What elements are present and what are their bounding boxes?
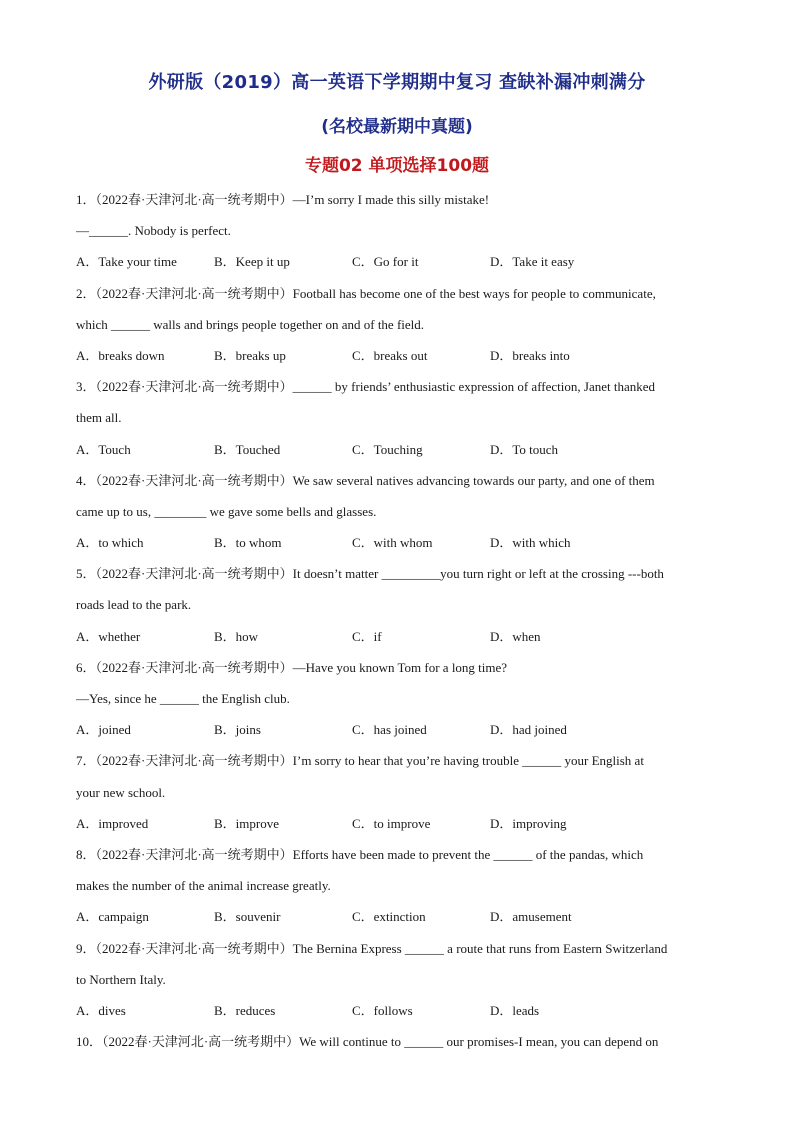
question-stem-continued: roads lead to the park. (76, 597, 192, 613)
question-item (76, 558, 726, 652)
question-item (76, 839, 726, 933)
answer-option[interactable]: A．to which (76, 535, 144, 551)
question-stem-continued: which ______ walls and brings people together on and of the field. (76, 316, 425, 332)
answer-option[interactable]: B．Touched (214, 441, 281, 457)
question-stem: 4．（2022春·天津河北·高一统考期中）We saw several natives advancing towards our party, and one of them (76, 472, 655, 488)
question-item (76, 933, 726, 1027)
answer-option[interactable]: A．whether (76, 628, 141, 644)
question-stem-continued: —______. Nobody is perfect. (76, 223, 231, 239)
question-stem: 1．（2022春·天津河北·高一统考期中）—I’m sorry I made this silly mistake! (76, 192, 490, 207)
answer-option[interactable]: B．breaks up (214, 347, 286, 363)
question-stem-continued: makes the number of the animal increase greatly. (76, 878, 331, 894)
answer-options (76, 246, 726, 277)
answer-options (76, 434, 726, 465)
question-item (76, 278, 726, 372)
answer-option[interactable]: C．if (352, 628, 382, 644)
answer-option[interactable]: C．breaks out (352, 347, 428, 363)
answer-option[interactable]: A．Touch (76, 441, 131, 457)
question-stem: 3．（2022春·天津河北·高一统考期中）______ by friends’ enthusiastic expression of affection, Janet thanked (76, 379, 655, 395)
answer-option[interactable]: D．had joined (490, 722, 567, 738)
answer-option[interactable]: B．reduces (214, 1002, 276, 1018)
answer-option[interactable]: B．how (214, 628, 259, 644)
answer-options (76, 901, 726, 932)
answer-option[interactable]: B．Keep it up (214, 254, 290, 270)
question-stem: 10．（2022春·天津河北·高一统考期中）We will continue to ______ our promises-I mean, you can depend on (76, 1034, 659, 1050)
question-stem: 2．（2022春·天津河北·高一统考期中）Football has become one of the best ways for people to communicate, (76, 285, 656, 301)
answer-option[interactable]: B．souvenir (214, 909, 281, 925)
question-stem: 8．（2022春·天津河北·高一统考期中）Efforts have been made to prevent the ______ of the pandas, which (76, 846, 644, 862)
answer-option[interactable]: A．Take your time (76, 254, 177, 270)
answer-option[interactable]: A．campaign (76, 909, 149, 925)
answer-options (76, 340, 726, 371)
answer-option[interactable]: C．to improve (352, 815, 431, 831)
answer-option[interactable]: D．with which (490, 535, 571, 551)
answer-options (76, 527, 726, 558)
question-item (76, 465, 726, 559)
answer-option[interactable]: C．with whom (352, 535, 433, 551)
question-stem-continued: them all. (76, 410, 122, 426)
answer-option[interactable]: D．amusement (490, 909, 572, 925)
answer-option[interactable]: D．improving (490, 815, 567, 831)
answer-options (76, 714, 726, 745)
question-item (76, 652, 726, 746)
question-stem: 5．（2022春·天津河北·高一统考期中）It doesn’t matter _________you turn right or left at the crossing ---both (76, 566, 664, 582)
answer-option[interactable]: D．breaks into (490, 347, 570, 363)
question-stem-continued: your new school. (76, 784, 166, 800)
answer-option[interactable]: A．improved (76, 815, 149, 831)
question-stem-continued: —Yes, since he ______ the English club. (76, 691, 290, 706)
answer-options (76, 808, 726, 839)
question-stem: 9．（2022春·天津河北·高一统考期中）The Bernina Express ______ a route that runs from Eastern Switzerland (76, 940, 668, 956)
question-item (76, 745, 726, 839)
answer-option[interactable]: B．improve (214, 815, 279, 831)
answer-option[interactable]: A．breaks down (76, 347, 165, 363)
answer-option[interactable]: C．has joined (352, 722, 427, 738)
question-stem-continued: came up to us, ________ we gave some bells and glasses. (76, 503, 377, 519)
question-item (76, 371, 726, 465)
question-stem: 6．（2022春·天津河北·高一统考期中）—Have you known Tom for a long time? (76, 659, 508, 675)
document-subtitle: (名校最新期中真题) (321, 117, 473, 137)
answer-option[interactable]: A．dives (76, 1002, 126, 1018)
question-item (76, 1026, 726, 1057)
question-list (76, 184, 726, 1057)
answer-option[interactable]: D．Take it easy (490, 254, 575, 270)
answer-option[interactable]: B．to whom (214, 535, 282, 551)
answer-option[interactable]: D．To touch (490, 441, 559, 457)
answer-option[interactable]: D．when (490, 628, 541, 644)
answer-options (76, 621, 726, 652)
section-title: 专题02 单项选择100题 (304, 156, 490, 176)
answer-option[interactable]: A．joined (76, 722, 131, 738)
question-item (76, 184, 726, 278)
answer-option[interactable]: C．Go for it (352, 254, 419, 270)
document-title: 外研版（2019）高一英语下学期期中复习 查缺补漏冲刺满分 (148, 72, 646, 93)
answer-option[interactable]: D．leads (490, 1002, 540, 1018)
answer-option[interactable]: B．joins (214, 722, 261, 738)
answer-option[interactable]: C．extinction (352, 909, 426, 925)
answer-option[interactable]: C．follows (352, 1002, 413, 1018)
answer-options (76, 995, 726, 1026)
question-stem-continued: to Northern Italy. (76, 971, 166, 987)
answer-option[interactable]: C．Touching (352, 441, 423, 457)
question-stem: 7．（2022春·天津河北·高一统考期中）I’m sorry to hear that you’re having trouble ______ your English at (76, 753, 644, 769)
